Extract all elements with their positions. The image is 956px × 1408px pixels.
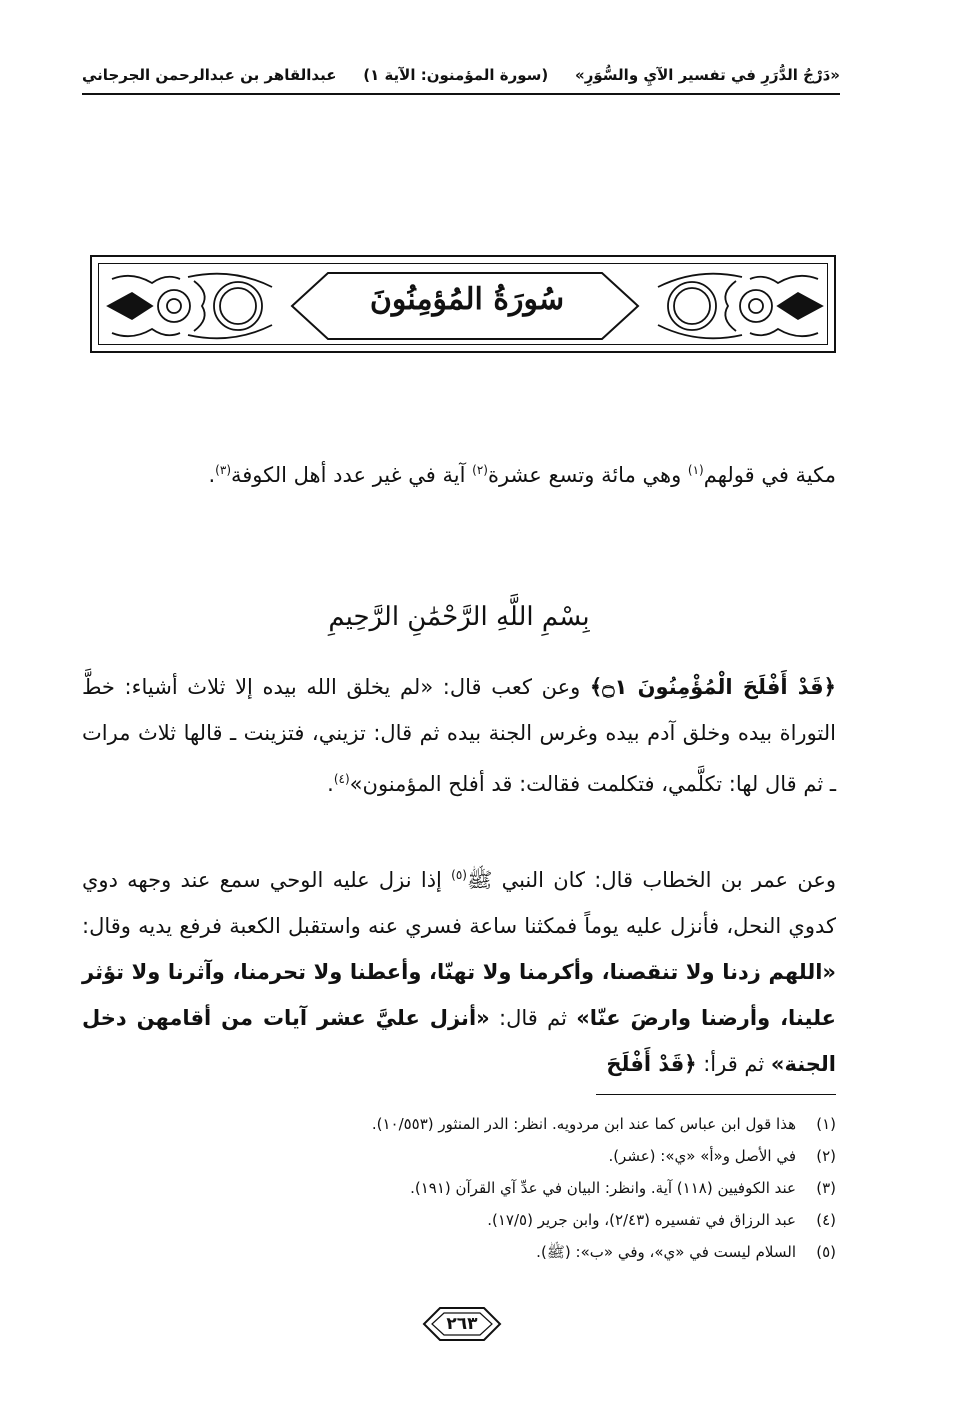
running-header bbox=[82, 58, 840, 92]
quran-verse-start: ﴿قَدْ أَفْلَحَ bbox=[606, 1052, 697, 1076]
footnote-number: (١) bbox=[816, 1115, 836, 1133]
footnote-item bbox=[150, 1236, 836, 1268]
footnote-ref-1: (١) bbox=[687, 463, 704, 477]
intro-text-2: وهي مائة وتسع عشرة bbox=[487, 463, 688, 487]
author-name: عبدالقاهر بن عبدالرحمن الجرجاني bbox=[82, 66, 337, 84]
footnote-number: (٢) bbox=[816, 1147, 836, 1165]
footnote-ref-4: (٤) bbox=[333, 772, 350, 786]
paragraph-1 bbox=[82, 664, 836, 807]
book-title: «دَرْجُ الدُّرَرِ في تفسير الآيِ والسُّوَرِ» bbox=[575, 66, 840, 84]
footnote-number: (٥) bbox=[816, 1243, 836, 1261]
paragraph-2-text-3: ثم قال: bbox=[489, 1006, 577, 1030]
surah-intro bbox=[82, 448, 888, 497]
footnote-text: السلام ليست في «ي»، وفي «ب»: (ﷺ). bbox=[536, 1243, 796, 1261]
footnote-text: في الأصل و«أ» «ي»: (عشر). bbox=[608, 1147, 796, 1165]
footnote-number: (٤) bbox=[816, 1211, 836, 1229]
hadith-quote: «أنزل عليَّ عشر آيات من أقامهن دخل الجنة» bbox=[82, 1006, 836, 1076]
intro-text-1: مكية في قولهم bbox=[703, 463, 836, 487]
footnote-text: عند الكوفيين (١١٨) آية. وانظر: البيان في عدِّ آي القرآن (١٩١). bbox=[410, 1179, 796, 1197]
header-rule bbox=[82, 93, 840, 95]
paragraph-2-text-4: ثم قرأ: bbox=[696, 1052, 771, 1076]
footnote-text: عبد الرزاق في تفسيره (٢/٤٣)، وابن جرير (١٧/٥). bbox=[487, 1211, 796, 1229]
footnote-item bbox=[150, 1172, 836, 1204]
surah-banner bbox=[90, 255, 836, 353]
footnote-ref-3: (٣) bbox=[215, 463, 231, 477]
footnote-item bbox=[150, 1140, 836, 1172]
surah-title: سُورَةُ المُؤمِنُونَ bbox=[369, 282, 565, 317]
footnote-item bbox=[150, 1204, 836, 1236]
footnote-text: هذا قول ابن عباس كما عند ابن مردويه. انظر: الدر المنثور (١٠/٥٥٣). bbox=[371, 1115, 796, 1133]
basmala: بِسْمِ اللَّهِ الرَّحْمَٰنِ الرَّحِيمِ bbox=[328, 602, 590, 632]
footnote-number: (٣) bbox=[816, 1179, 836, 1197]
paragraph-2-text-1: وعن عمر بن الخطاب قال: كان النبي ﷺ bbox=[466, 868, 836, 892]
surah-location: (سورة المؤمنون: الآية ١) bbox=[363, 66, 549, 84]
page-number: ٢٦٣ bbox=[446, 1314, 478, 1334]
paragraph-1-end: . bbox=[327, 772, 334, 796]
quran-verse: ﴿قَدْ أَفْلَحَ الْمُؤْمِنُونَ ۝١﴾ bbox=[589, 675, 836, 699]
paragraph-1-text: وعن كعب قال: «لم يخلق الله بيده إلا ثلاث أشياء: خطَّ التوراة بيده وخلق آدم بيده وغرس الجنة بيده ثم قال: تزيني، فتزينت ـ قالها ثلاث مرات ـ ثم قال لها: تكلَّمي، فتكلمت فقالت: قد أفلح المؤمنون» bbox=[82, 675, 836, 796]
footnote-ref-5: (٥) bbox=[451, 868, 467, 882]
footnotes bbox=[150, 1108, 836, 1268]
intro-text-3: آية في غير عدد أهل الكوفة bbox=[231, 463, 473, 487]
footnote-rule bbox=[596, 1094, 836, 1095]
paragraph-2 bbox=[82, 852, 888, 1087]
dua-quote: «اللهم زدنا ولا تنقصنا، وأكرمنا ولا تهنّا، وأعطنا ولا تحرمنا، وآثرنا ولا تؤثر علينا، وأرضنا وارضَ عنّا» bbox=[82, 960, 836, 1030]
page-number-badge bbox=[420, 1304, 504, 1344]
footnote-ref-2: (٢) bbox=[472, 463, 488, 477]
paragraph-2-text-2: إذا نزل عليه الوحي سمع عند وجهه دوي كدوي النحل، فأنزل عليه يوماً فمكثنا ساعة فسري عنه واستقبل الكعبة فرفع يديه وقال: bbox=[82, 868, 836, 938]
intro-text-4: . bbox=[208, 463, 216, 487]
footnote-item bbox=[150, 1108, 836, 1140]
